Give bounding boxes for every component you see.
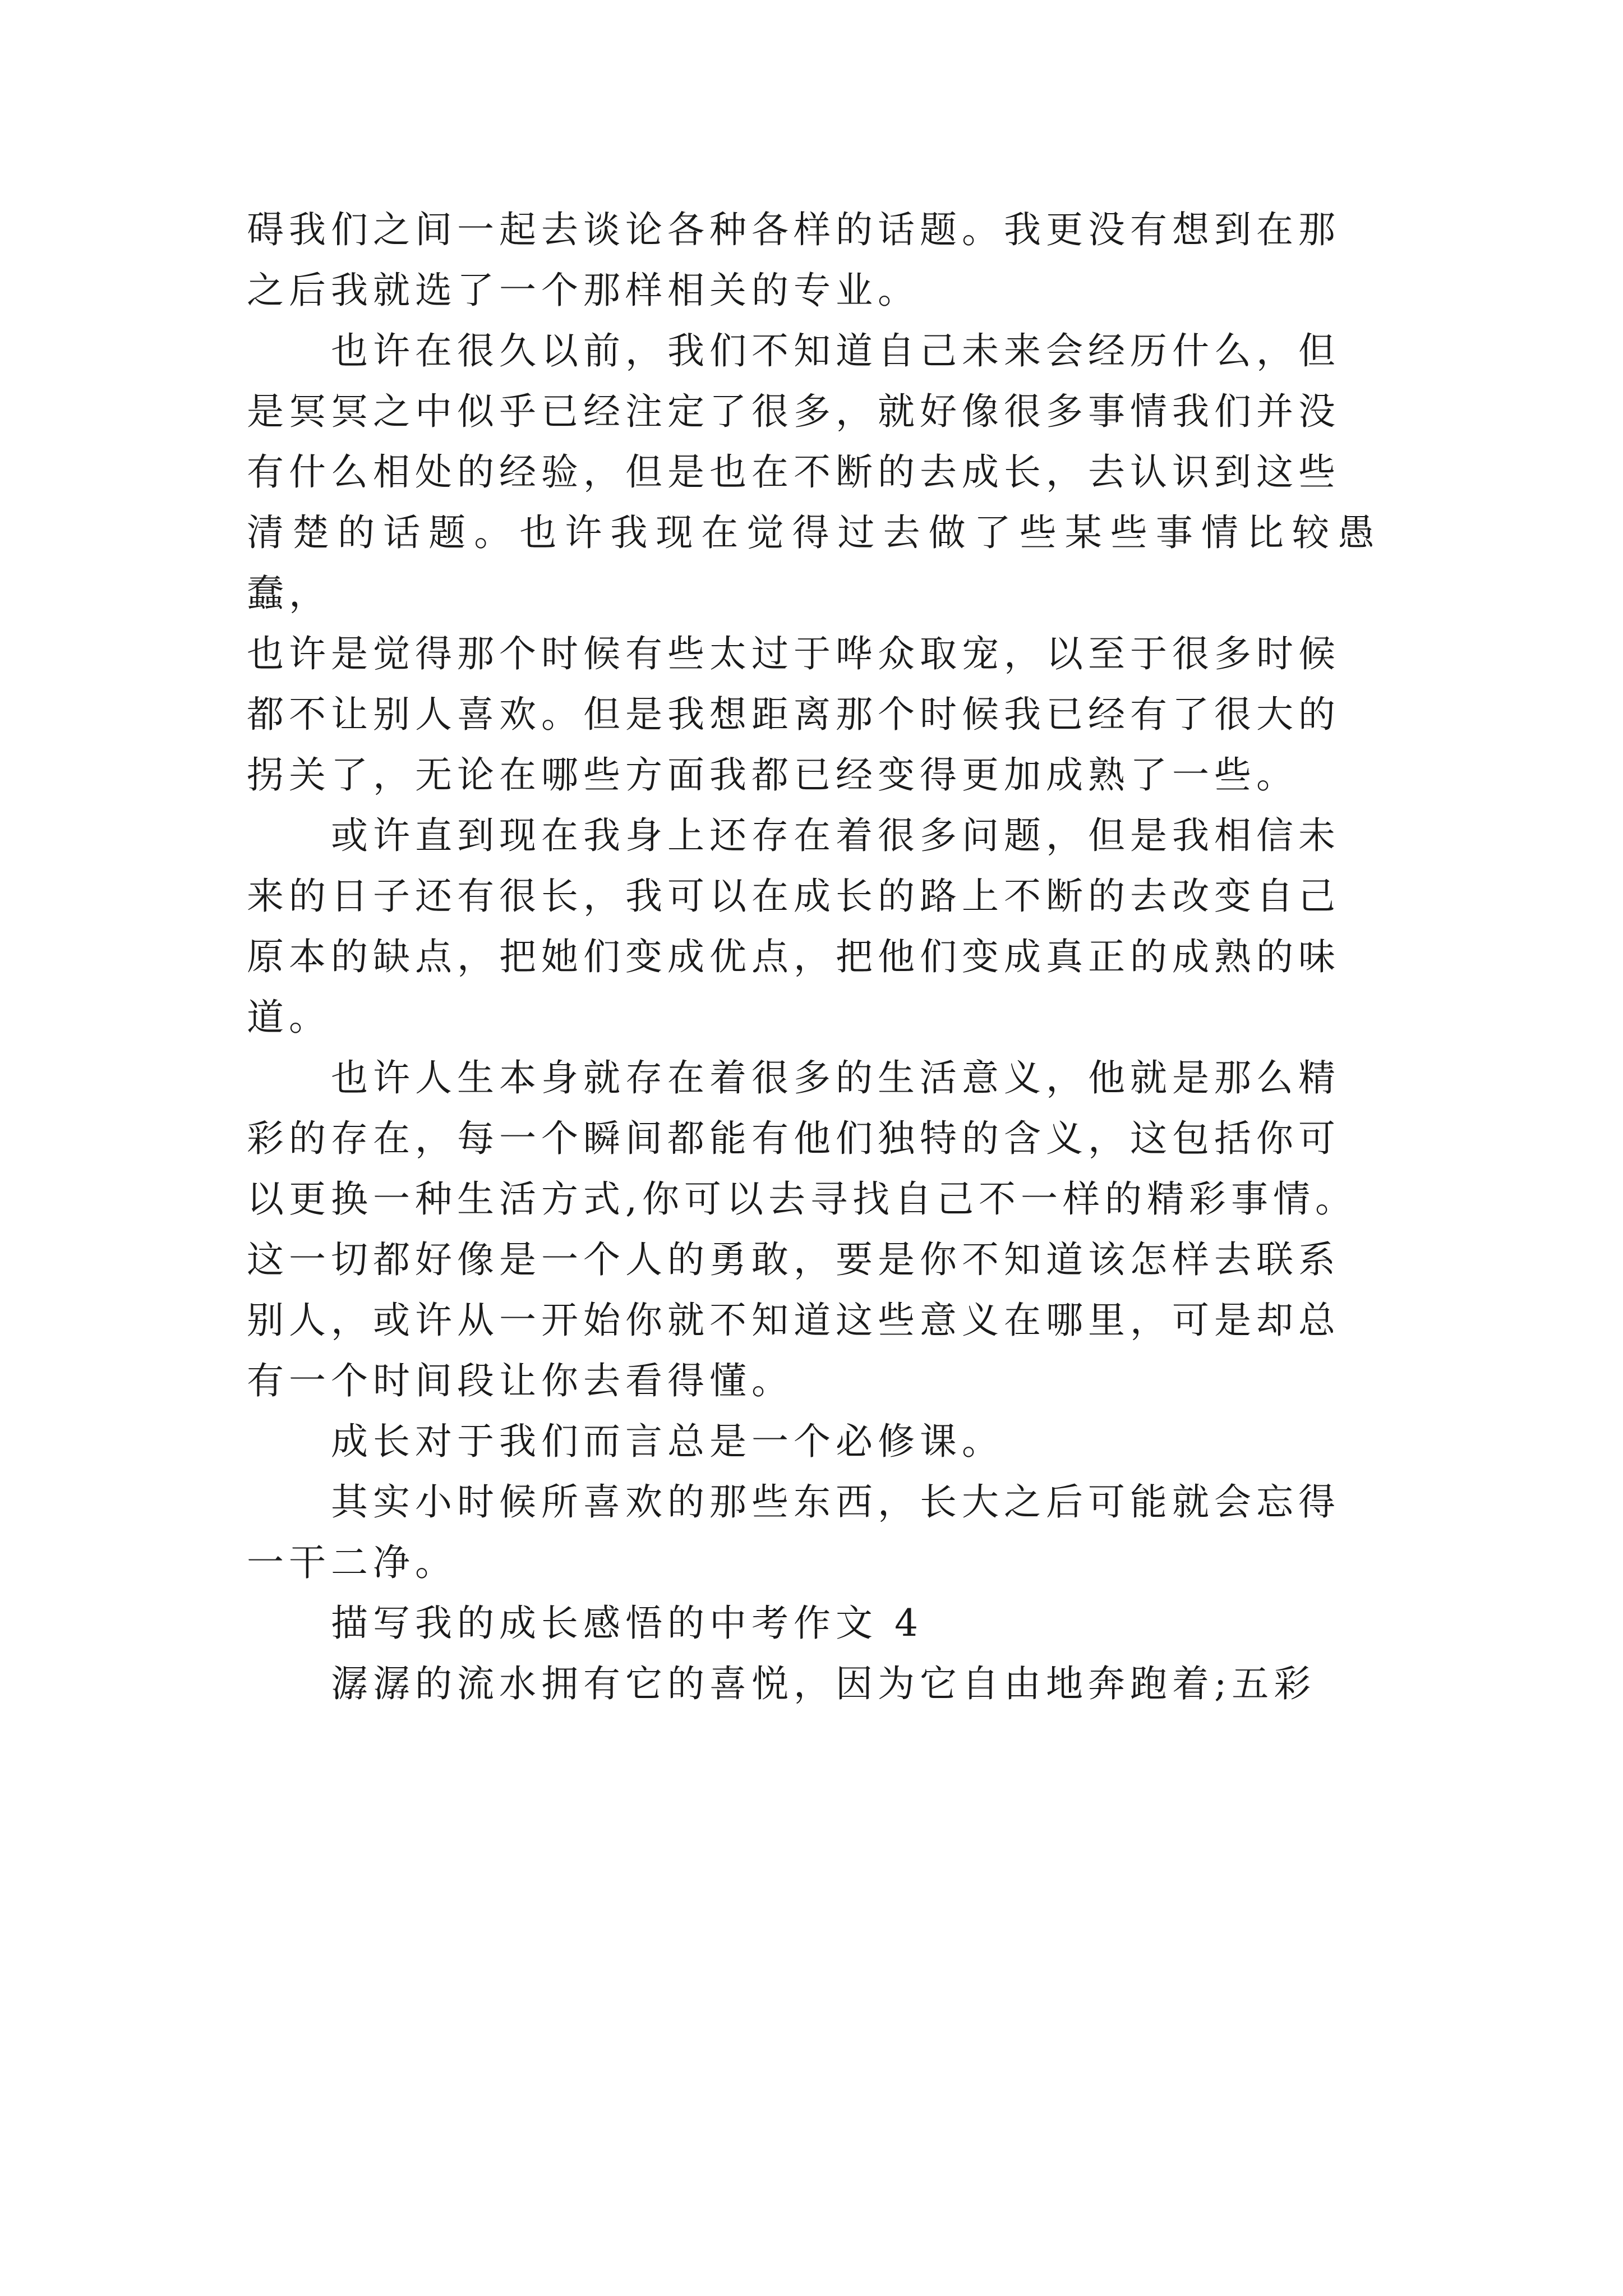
line: 来的日子还有很长，我可以在成长的路上不断的去改变自己 bbox=[247, 875, 1340, 918]
line: 一干二净。 bbox=[247, 1541, 457, 1584]
paragraph-6 bbox=[247, 1472, 1380, 1593]
line: 也许人生本身就存在着很多的生活意义，他就是那么精 bbox=[331, 1056, 1340, 1099]
line: 原本的缺点，把她们变成优点，把他们变成真正的成熟的味 bbox=[247, 935, 1340, 978]
section-heading bbox=[247, 1593, 1380, 1654]
paragraph-5 bbox=[247, 1411, 1380, 1472]
paragraph-4 bbox=[247, 1048, 1380, 1411]
line: 都不让别人喜欢。但是我想距离那个时候我已经有了很大的 bbox=[247, 693, 1340, 736]
line: 有一个时间段让你去看得懂。 bbox=[247, 1359, 794, 1402]
line: 碍我们之间一起去谈论各种各样的话题。我更没有想到在那 bbox=[247, 208, 1340, 251]
line: 其实小时候所喜欢的那些东西，长大之后可能就会忘得 bbox=[331, 1480, 1340, 1524]
line: 有什么相处的经验，但是也在不断的去成长，去认识到这些 bbox=[247, 450, 1340, 494]
paragraph-1 bbox=[247, 200, 1380, 321]
document-body bbox=[247, 200, 1380, 1714]
line: 或许直到现在我身上还存在着很多问题，但是我相信未 bbox=[331, 814, 1340, 857]
paragraph-3 bbox=[247, 806, 1380, 1048]
line: 别人，或许从一开始你就不知道这些意义在哪里，可是却总 bbox=[247, 1299, 1340, 1342]
paragraph-2 bbox=[247, 321, 1380, 806]
line: 这一切都好像是一个人的勇敢，要是你不知道该怎样去联系 bbox=[247, 1238, 1340, 1281]
line: 彩的存在，每一个瞬间都能有他们独特的含义，这包括你可 bbox=[247, 1117, 1340, 1160]
line: 潺潺的流水拥有它的喜悦，因为它自由地奔跑着;五彩 bbox=[331, 1662, 1316, 1705]
line: 以更换一种生活方式,你可以去寻找自己不一样的精彩事情。 bbox=[247, 1177, 1357, 1221]
line: 是冥冥之中似乎已经注定了很多，就好像很多事情我们并没 bbox=[247, 390, 1340, 433]
line: 也许在很久以前，我们不知道自己未来会经历什么，但 bbox=[331, 329, 1340, 372]
paragraph-7 bbox=[247, 1654, 1380, 1714]
line: 拐关了，无论在哪些方面我都已经变得更加成熟了一些。 bbox=[247, 753, 1298, 797]
line: 清楚的话题。也许我现在觉得过去做了些某些事情比较愚蠢， bbox=[247, 511, 1380, 615]
line: 成长对于我们而言总是一个必修课。 bbox=[331, 1420, 1004, 1463]
heading-text: 描写我的成长感悟的中考作文 4 bbox=[331, 1602, 923, 1645]
line: 之后我就选了一个那样相关的专业。 bbox=[247, 269, 920, 312]
line: 道。 bbox=[247, 996, 331, 1039]
line: 也许是觉得那个时候有些太过于哗众取宠，以至于很多时候 bbox=[247, 632, 1340, 675]
